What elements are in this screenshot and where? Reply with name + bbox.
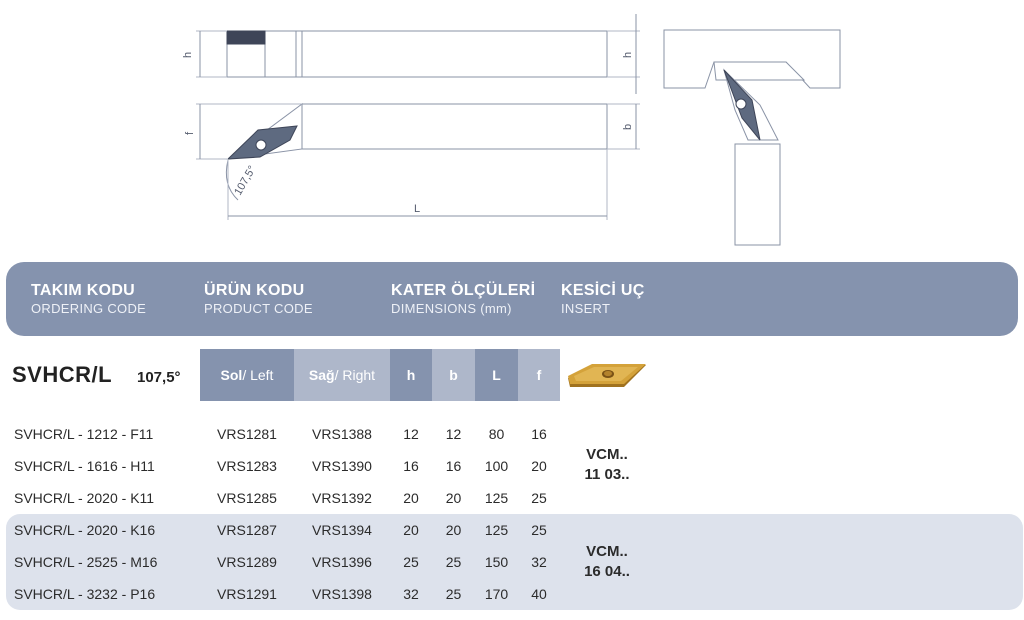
cell-L: 125 xyxy=(484,522,509,538)
header-ordering-en: ORDERING CODE xyxy=(31,301,147,316)
end-view-shank xyxy=(735,144,780,245)
cell-h: 25 xyxy=(403,554,419,570)
dim-L: L xyxy=(414,203,421,215)
cell-L: 170 xyxy=(484,586,509,602)
subheader-f: f xyxy=(518,349,560,401)
cell-left: VRS1285 xyxy=(217,490,277,506)
cell-f: 32 xyxy=(531,554,547,570)
dim-f: f xyxy=(184,131,196,135)
header-ordering-code xyxy=(31,282,146,316)
cell-f: 40 xyxy=(531,586,547,602)
cell-b: 12 xyxy=(445,426,462,442)
dim-h-left: h xyxy=(182,51,194,58)
cell-b: 25 xyxy=(445,586,462,602)
cell-f: 25 xyxy=(531,522,547,538)
insert-image xyxy=(566,362,648,392)
header-ordering-tr: TAKIM KODU xyxy=(31,282,136,299)
subheader-right xyxy=(294,349,390,401)
subheader-left-en: / Left xyxy=(242,367,274,383)
insert-16-line2: 16 04.. xyxy=(584,563,630,580)
cell-f: 16 xyxy=(531,426,547,442)
insert-16-line1: VCM.. xyxy=(586,543,628,560)
cell-h: 20 xyxy=(403,490,419,506)
cell-left: VRS1283 xyxy=(217,458,277,474)
cell-L: 80 xyxy=(488,426,505,442)
insert-11-line1: VCM.. xyxy=(586,446,628,463)
cell-code: SVHCR/L - 1212 - F11 xyxy=(14,426,154,442)
cell-f: 25 xyxy=(531,490,547,506)
subheader-h: h xyxy=(390,349,432,401)
header-product-tr: ÜRÜN KODU xyxy=(204,282,305,299)
cell-h: 32 xyxy=(403,586,419,602)
dim-h-right: h xyxy=(622,51,634,58)
subheader-b: b xyxy=(432,349,475,401)
cell-left: VRS1289 xyxy=(217,554,277,570)
subheader-left xyxy=(200,349,294,401)
header-insert-tr: KESİCİ UÇ xyxy=(561,282,645,299)
family-name: SVHCR/L xyxy=(12,362,113,387)
tool-holder-drawing xyxy=(0,0,1024,255)
subheader-right-en: / Right xyxy=(334,367,376,383)
family-angle: 107,5° xyxy=(137,369,181,386)
header-insert xyxy=(561,282,645,316)
cell-h: 12 xyxy=(403,426,419,442)
insert-label-11 xyxy=(566,445,648,485)
cell-left: VRS1281 xyxy=(217,426,277,442)
cell-L: 150 xyxy=(484,554,509,570)
cell-h: 20 xyxy=(403,522,419,538)
cell-left: VRS1291 xyxy=(217,586,277,602)
cell-right: VRS1398 xyxy=(312,586,372,602)
subheader-right-tr: Sağ xyxy=(308,367,335,383)
cell-b: 16 xyxy=(445,458,462,474)
cell-h: 16 xyxy=(403,458,419,474)
cell-left: VRS1287 xyxy=(217,522,277,538)
top-view-shank xyxy=(302,104,607,149)
header-dimensions-tr: KATER ÖLÇÜLERİ xyxy=(391,282,536,299)
cell-code: SVHCR/L - 2020 - K11 xyxy=(14,490,155,506)
insert-11-line2: 11 03.. xyxy=(584,466,630,483)
header-product-code xyxy=(204,282,313,316)
cell-L: 100 xyxy=(484,458,509,474)
dim-angle: 107,5° xyxy=(232,163,259,198)
subheader-L: L xyxy=(475,349,518,401)
cell-right: VRS1390 xyxy=(312,458,372,474)
subheader-left-tr: Sol xyxy=(220,367,243,383)
cell-right: VRS1392 xyxy=(312,490,372,506)
side-view-body xyxy=(227,31,607,77)
cell-code: SVHCR/L - 2020 - K16 xyxy=(14,522,156,538)
cell-b: 25 xyxy=(445,554,462,570)
cell-L: 125 xyxy=(484,490,509,506)
cell-right: VRS1396 xyxy=(312,554,372,570)
cell-f: 20 xyxy=(531,458,547,474)
cell-code: SVHCR/L - 3232 - P16 xyxy=(14,586,156,602)
cell-b: 20 xyxy=(445,522,462,538)
cell-right: VRS1388 xyxy=(312,426,372,442)
insert-label-16 xyxy=(566,542,648,582)
dim-b: b xyxy=(622,123,634,130)
cell-code: SVHCR/L - 1616 - H11 xyxy=(14,458,155,474)
header-insert-en: INSERT xyxy=(561,301,611,316)
technical-drawing xyxy=(0,0,1024,255)
header-product-en: PRODUCT CODE xyxy=(204,301,313,316)
cell-b: 20 xyxy=(445,490,462,506)
header-dimensions-en: DIMENSIONS (mm) xyxy=(391,301,512,316)
header-dimensions xyxy=(391,282,535,316)
cell-code: SVHCR/L - 2525 - M16 xyxy=(14,554,158,570)
cell-right: VRS1394 xyxy=(312,522,372,538)
side-view-insert xyxy=(227,31,265,44)
